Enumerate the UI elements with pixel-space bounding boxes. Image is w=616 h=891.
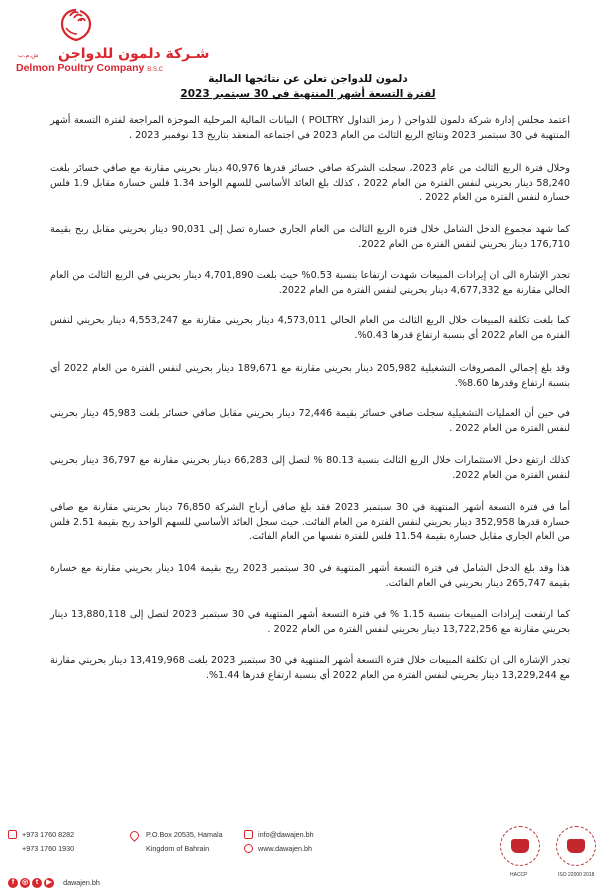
page-title bbox=[0, 72, 616, 102]
social-links bbox=[8, 872, 100, 891]
paragraph-12: تجدر الإشارة الى ان تكلفة المبيعات خلال فترة التسعة أشهر المنتهية في 30 سبتمبر 2023 بلغت 13,419,968 دينار بحريني مقارنة مع 13,229,244 دينار بحريني لنفس الفترة من العام 2022 أي بنسبة ارتفاع قدرها 1.44%. bbox=[50, 655, 570, 681]
footer-country: Kingdom of Bahrain bbox=[146, 844, 210, 853]
footer-social-handle[interactable]: dawajen.bh bbox=[63, 878, 100, 887]
paragraph-8: كذلك ارتفع دخل الاستثمارات خلال الربع الثالث بنسبة 80.13 % لتصل إلى 66,283 دينار بحريني مقارنة مع 36,797 دينار بحريني لنفس الفترة من العام 2022. bbox=[50, 455, 570, 481]
paragraph-2: وخلال فترة الربع الثالث من عام 2023، سجلت الشركة صافي خسائر قدرها 40,976 دينار بحريني مقارنة مع صافي خسائر بلغت 58,240 دينار بحريني لنفس الفترة من العام 2022 ، كذلك بلغ العائد الأساسي للسهم الواحد 1.34 فلس خسارة مقابل 1.9 فلس خسارة لنفس الفترة من العام 2022 . bbox=[50, 163, 570, 204]
crown-icon bbox=[511, 839, 529, 853]
logo-legal-suffix-ar: ش.م.ب bbox=[18, 52, 39, 59]
paragraph-6: وقد بلغ إجمالي المصروفات التشغيلية 205,982 دينار بحريني مقارنة مع 189,671 دينار بحريني لنفس الفترة من العام 2022 أي بنسبة ارتفاع وقدرها 8.60%. bbox=[50, 363, 570, 389]
title-line-1: دلمون للدواجن تعلن عن نتائجها المالية bbox=[208, 73, 408, 85]
paragraph-4: تجدر الإشارة الى ان إيرادات المبيعات شهدت ارتفاعا بنسبة 0.53% حيث بلغت 4,701,890 دينار بحريني في الربع الثالث من العام الحالي مقارنة مع 4,677,332 دينار بحريني لنفس الفترة من العام 2022. bbox=[50, 270, 570, 296]
iso-certification-seal bbox=[556, 826, 596, 866]
logo-bsc-suffix: B.S.C bbox=[147, 67, 163, 73]
footer-phone-1[interactable]: +973 1760 8282 bbox=[22, 830, 75, 839]
paragraph-10: هذا وقد بلغ الدخل الشامل في فترة التسعة أشهر المنتهية في 30 سبتمبر 2023 ربح بقيمة 104 دينار بحريني مقارنة مع خسارة بقيمة 265,747 دينار بحريني في العام الفائت. bbox=[50, 563, 570, 589]
logo-name-arabic: شـركة دلمون للدواجن bbox=[58, 46, 210, 62]
paragraph-7: في حين أن العمليات التشغيلية سجلت صافي خسائر بقيمة 72,446 دينار بحريني مقابل صافي خسائر بلغت 45,983 دينار بحريني لنفس الفترة من العام 2022 . bbox=[50, 408, 571, 434]
paragraph-1: اعتمد مجلس إدارة شركة دلمون للدواجن ( رمز التداول POLTRY ) البيانات المالية المرحلية الموجزة المراجعة لفترة التسعة أشهر المنتهية في 30 سبتمبر 2023 ونتائج الربع الثالث من العام 2023 في اجتماعه المنعقد بتاريخ 13 نوفمبر 2023 . bbox=[50, 115, 570, 141]
iso-label: ISO 22000 2018 bbox=[558, 872, 595, 878]
paragraph-9: أما في فترة التسعة أشهر المنتهية في 30 سبتمبر 2023 فقد بلغ صافي أرباح الشركة 76,850 دينار بحريني مقارنة مع صافي خسارة قدرها 352,958 دينار بحريني لنفس الفترة من العام الفائت. حيث سجل العائد الأساسي للسهم الواحد ربح بقيمة 2.51 فلس من العام الجاري مقابل خسارة بقيمة 11.54 فلس للفترة نفسها من العام الفائت. bbox=[50, 502, 570, 543]
company-logo bbox=[14, 6, 214, 72]
globe-icon bbox=[244, 844, 253, 853]
youtube-icon[interactable]: ▶ bbox=[44, 878, 54, 888]
rooster-logo-icon bbox=[54, 6, 98, 50]
location-pin-icon bbox=[128, 829, 141, 842]
footer bbox=[0, 822, 616, 889]
paragraph-5: كما بلغت تكلفة المبيعات خلال الربع الثالث من العام الحالي 4,573,011 دينار بحريني مقارنة مع 4,553,247 دينار بحريني لنفس الفترة من العام 2022 أي بنسبة ارتفاع قدرها 0.43%. bbox=[50, 315, 570, 341]
logo-name-english-text: Delmon Poultry Company bbox=[16, 62, 145, 74]
haccp-label: HACCP bbox=[510, 872, 528, 878]
paragraph-11: كما ارتفعت إيرادات المبيعات بنسبة 1.15 % في فترة التسعة أشهر المنتهية في 30 سبتمبر 2023 لتصل إلى 13,880,118 دينار بحريني مقارنة مع 13,722,256 دينار بحريني لنفس الفترة من العام 2022 . bbox=[50, 609, 570, 635]
footer-phone-2[interactable]: +973 1760 1930 bbox=[22, 844, 75, 853]
facebook-icon[interactable]: f bbox=[8, 878, 18, 888]
footer-website[interactable]: www.dawajen.bh bbox=[258, 844, 312, 853]
email-icon bbox=[244, 830, 253, 839]
footer-email[interactable]: info@dawajen.bh bbox=[258, 830, 314, 839]
phone-icon bbox=[8, 830, 17, 839]
twitter-icon[interactable]: t bbox=[32, 878, 42, 888]
crown-icon bbox=[567, 839, 585, 853]
haccp-certification-seal bbox=[500, 826, 540, 866]
instagram-icon[interactable]: ◎ bbox=[21, 878, 29, 886]
paragraph-3: كما شهد مجموع الدخل الشامل خلال فترة الربع الثالث من العام الجاري خسارة تصل إلى 90,031 دينار بحريني مقابل ربح بقيمة 176,710 دينار بحريني لنفس الفترة من العام 2022. bbox=[50, 224, 570, 250]
footer-pobox: P.O.Box 20535, Hamala bbox=[146, 830, 223, 839]
title-line-2: لفترة التسعة أشهر المنتهية في 30 سبتمبر 2023 bbox=[180, 88, 436, 100]
